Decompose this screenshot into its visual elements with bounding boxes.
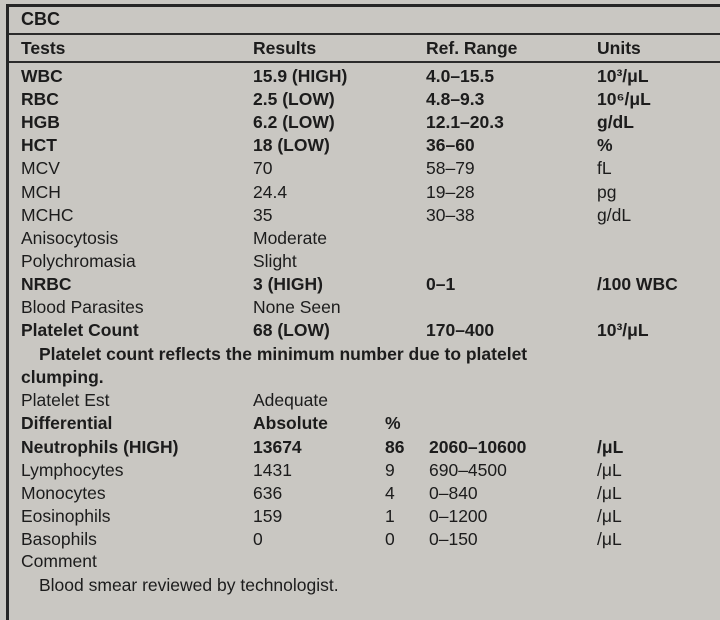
test-name: Anisocytosis: [21, 227, 119, 248]
table-row: [9, 204, 720, 227]
title-bar: [9, 7, 720, 35]
units: 10⁶/μL: [597, 89, 651, 110]
table-row: [9, 134, 720, 157]
report-title: CBC: [21, 9, 60, 29]
absolute-value: 1431: [253, 460, 292, 481]
ref-range: 0–150: [429, 529, 478, 550]
test-name: WBC: [21, 66, 63, 86]
result-value: 2.5 (LOW): [253, 89, 335, 110]
units: g/dL: [597, 204, 632, 225]
ref-range: 0–1200: [429, 506, 488, 527]
platelet-note: [21, 343, 701, 389]
table-row: [9, 181, 720, 204]
units: /μL: [597, 483, 622, 504]
ref-range: 2060–10600: [429, 437, 527, 457]
result-value: Moderate: [253, 227, 327, 248]
units: %: [597, 135, 613, 156]
percent-value: 0: [385, 529, 395, 550]
result-value: 18 (LOW): [253, 135, 330, 156]
table-row: [9, 157, 720, 180]
result-value: Slight: [253, 250, 297, 271]
test-name: Blood Parasites: [21, 297, 144, 317]
ref-range: 12.1–20.3: [426, 112, 504, 133]
platelet-note-line1: Platelet count reflects the minimum number due to platelet: [39, 344, 528, 364]
absolute-value: 636: [253, 483, 283, 504]
result-value: 70: [253, 158, 273, 179]
units: /μL: [597, 460, 622, 481]
ref-range: 36–60: [426, 135, 475, 156]
percent-label: %: [385, 413, 401, 433]
ref-range: 58–79: [426, 158, 475, 179]
comment-label-row: [9, 550, 720, 573]
test-name: Basophils: [21, 529, 97, 550]
ref-range: 19–28: [426, 181, 475, 202]
result-value: 15.9 (HIGH): [253, 66, 348, 86]
ref-range: 0–840: [429, 483, 478, 504]
header-units: Units: [597, 38, 641, 58]
platelet-note-line2: clumping.: [21, 367, 104, 387]
table-row: [9, 528, 720, 551]
cbc-report: [6, 4, 720, 620]
platelet-est-value: Adequate: [253, 390, 328, 410]
ref-range: 170–400: [426, 320, 495, 341]
units: 10³/μL: [597, 320, 649, 341]
table-row: [9, 227, 720, 250]
table-header: [9, 37, 720, 63]
result-value: 68 (LOW): [253, 320, 330, 341]
result-value: 35: [253, 204, 273, 225]
test-name: HGB: [21, 112, 60, 133]
test-name: Platelet Count: [21, 320, 139, 341]
ref-range: 30–38: [426, 204, 475, 225]
units: g/dL: [597, 112, 634, 133]
result-value: 6.2 (LOW): [253, 112, 335, 133]
header-results: Results: [253, 38, 317, 58]
test-name: RBC: [21, 89, 59, 110]
ref-range: 690–4500: [429, 460, 507, 481]
absolute-value: 0: [253, 529, 263, 550]
units: /100 WBC: [597, 273, 678, 294]
ref-range: 0–1: [426, 273, 456, 294]
absolute-label: Absolute: [253, 413, 328, 433]
units: pg: [597, 181, 617, 202]
percent-value: 4: [385, 483, 395, 504]
platelet-est-label: Platelet Est: [21, 390, 110, 410]
absolute-value: 13674: [253, 437, 302, 457]
comment-label: Comment: [21, 551, 97, 571]
table-row: [9, 88, 720, 111]
units: fL: [597, 158, 612, 179]
comment-text: Blood smear reviewed by technologist.: [39, 575, 339, 595]
table-row: [9, 436, 720, 459]
percent-value: 1: [385, 506, 395, 527]
platelet-est-row: [9, 389, 720, 412]
test-name: MCH: [21, 181, 61, 202]
test-name: Polychromasia: [21, 250, 136, 271]
test-name: HCT: [21, 135, 57, 156]
table-row: [9, 273, 720, 296]
ref-range: 4.0–15.5: [426, 66, 495, 86]
test-name: Eosinophils: [21, 506, 111, 527]
table-row: [9, 505, 720, 528]
ref-range: 4.8–9.3: [426, 89, 485, 110]
table-row: [9, 250, 720, 273]
differential-header: [9, 412, 720, 435]
table-row: [9, 459, 720, 482]
table-row: [9, 65, 720, 88]
test-name: MCHC: [21, 204, 74, 225]
differential-label: Differential: [21, 413, 113, 433]
test-name: NRBC: [21, 273, 72, 294]
test-name: Monocytes: [21, 483, 106, 504]
result-value: 3 (HIGH): [253, 273, 323, 294]
percent-value: 9: [385, 460, 395, 481]
header-tests: Tests: [21, 38, 66, 58]
units: /μL: [597, 506, 622, 527]
header-ref-range: Ref. Range: [426, 38, 518, 58]
test-name: Lymphocytes: [21, 460, 124, 481]
table-row: [9, 482, 720, 505]
table-row: [9, 296, 720, 319]
table-row: [9, 319, 720, 342]
units: /μL: [597, 529, 622, 550]
result-value: None Seen: [253, 297, 341, 317]
table-row: [9, 111, 720, 134]
units: 10³/μL: [597, 66, 649, 86]
percent-value: 86: [385, 437, 405, 457]
test-name: Neutrophils (HIGH): [21, 437, 179, 457]
result-value: 24.4: [253, 181, 288, 202]
units: /μL: [597, 437, 624, 457]
absolute-value: 159: [253, 506, 283, 527]
test-name: MCV: [21, 158, 60, 179]
